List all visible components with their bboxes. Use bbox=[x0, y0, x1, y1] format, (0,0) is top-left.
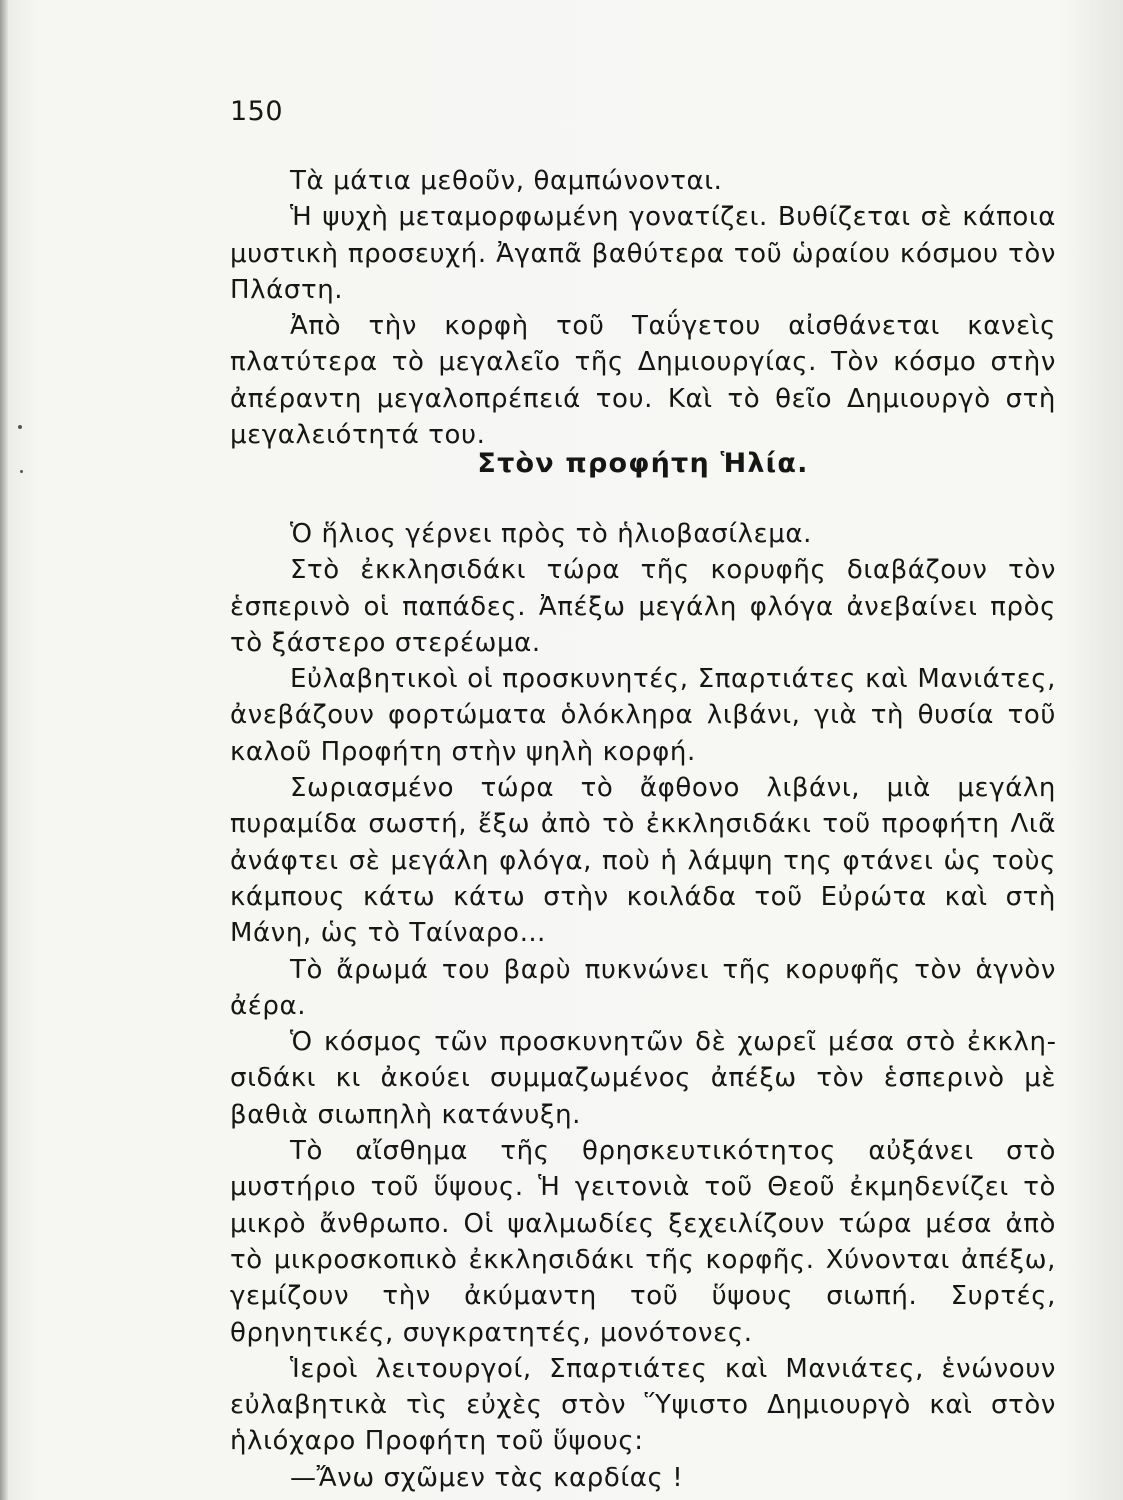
paragraph: Ὁ κόσμος τῶν προσκυνητῶν δὲ χωρεῖ μέσα στὸ ἐκκλησιδάκι κι ἀκούει συμμαζωμένος ἀπέξω τὸν ἑσπερινὸ μὲ βαθιὰ σιωπηλὴ κατάνυξη. bbox=[230, 1027, 1056, 1130]
text-block-bottom bbox=[230, 516, 1056, 1496]
scan-speck bbox=[20, 470, 23, 473]
paragraph: Ἡ ψυχὴ μεταμορφωμένη γονατίζει. Βυθίζεται σὲ κάποια μυστικὴ προσευχή. Ἀγαπᾶ βαθύτερα τοῦ ὡραίου κόσμου τὸν Πλάστη. bbox=[230, 202, 1056, 305]
page-binding-edge bbox=[0, 0, 8, 1500]
paragraph: Σωριασμένο τώρα τὸ ἄφθονο λιβάνι, μιὰ μεγάλη πυραμίδα σωστή, ἔξω ἀπὸ τὸ ἐκκλησιδάκι τοῦ προφήτη Λιᾶ ἀνάφτει σὲ μεγάλη φλόγα, ποὺ ἡ λάμψη της φτάνει ὡς τοὺς κάμπους κάτω κάτω στὴν κοιλάδα τοῦ Εὐρώτα καὶ στὴ Μάνη, ὡς τὸ Ταίναρο… bbox=[230, 773, 1056, 949]
paragraph: Τὸ αἴσθημα τῆς θρησκευτικότητος αὐξάνει στὸ μυστήριο τοῦ ὕψους. Ἡ γειτονιὰ τοῦ Θεοῦ ἐκμηδενίζει τὸ μικρὸ ἄνθρωπο. Οἱ ψαλμωδίες ξεχειλίζουν τώρα μέσα ἀπὸ τὸ μικροσκοπικὸ ἐκκλησιδάκι τῆς κορφῆς. Χύνονται ἀπέξω, γεμίζουν τὴν ἀκύμαντη τοῦ ὕψους σιωπή. Συρτές, θρηνητικές, συγκρατητές, μονότονες. bbox=[230, 1136, 1056, 1348]
paragraph: Τὸ ἄρωμά του βαρὺ πυκνώνει τῆς κορυφῆς τὸν ἁγνὸν ἀέρα. bbox=[230, 954, 1056, 1021]
scan-speck bbox=[18, 425, 22, 429]
text-block-top bbox=[230, 163, 1056, 453]
section-title: Στὸν προφήτη Ἡλία. bbox=[477, 448, 809, 479]
paragraph: Τὰ μάτια μεθοῦν, θαμπώνονται. bbox=[290, 166, 723, 196]
paragraph: Ὁ ἥλιος γέρνει πρὸς τὸ ἡλιοβασίλεμα. bbox=[290, 519, 812, 549]
paragraph: Ἀπὸ τὴν κορφὴ τοῦ Ταΰγετου αἰσθάνεται κανεὶς πλατύτερα τὸ μεγαλεῖο τῆς Δημιουργίας. Τὸν κόσμο στὴν ἀπέραντη μεγαλοπρέπειά του. Καὶ τὸ θεῖο Δημιουργὸ στὴ μεγαλειότητά του. bbox=[230, 311, 1056, 451]
page-number: 150 bbox=[230, 96, 284, 127]
paragraph: Στὸ ἐκκλησιδάκι τώρα τῆς κορυφῆς διαβάζουν τὸν ἑσπερινὸ οἱ παπάδες. Ἀπέξω μεγάλη φλόγα ἀνεβαίνει πρὸς τὸ ξάστερο στερέωμα. bbox=[230, 555, 1056, 658]
paragraph: Εὐλαβητικοὶ οἱ προσκυνητές, Σπαρτιάτες καὶ Μανιάτες, ἀνεβάζουν φορτώματα ὁλόκληρα λιβάνι, γιὰ τὴ θυσία τοῦ καλοῦ Προφήτη στὴν ψηλὴ κορφή. bbox=[230, 664, 1056, 767]
paragraph: —Ἄνω σχῶμεν τὰς καρδίας ! bbox=[290, 1462, 684, 1493]
paragraph: Ἱεροὶ λειτουργοί, Σπαρτιάτες καὶ Μανιάτες, ἑνώνουν εὐλαβητικὰ τὶς εὐχὲς στὸν Ὕψιστο Δημιουργὸ καὶ στὸν ἡλιόχαρο Προφήτη τοῦ ὕψους: bbox=[230, 1353, 1056, 1457]
